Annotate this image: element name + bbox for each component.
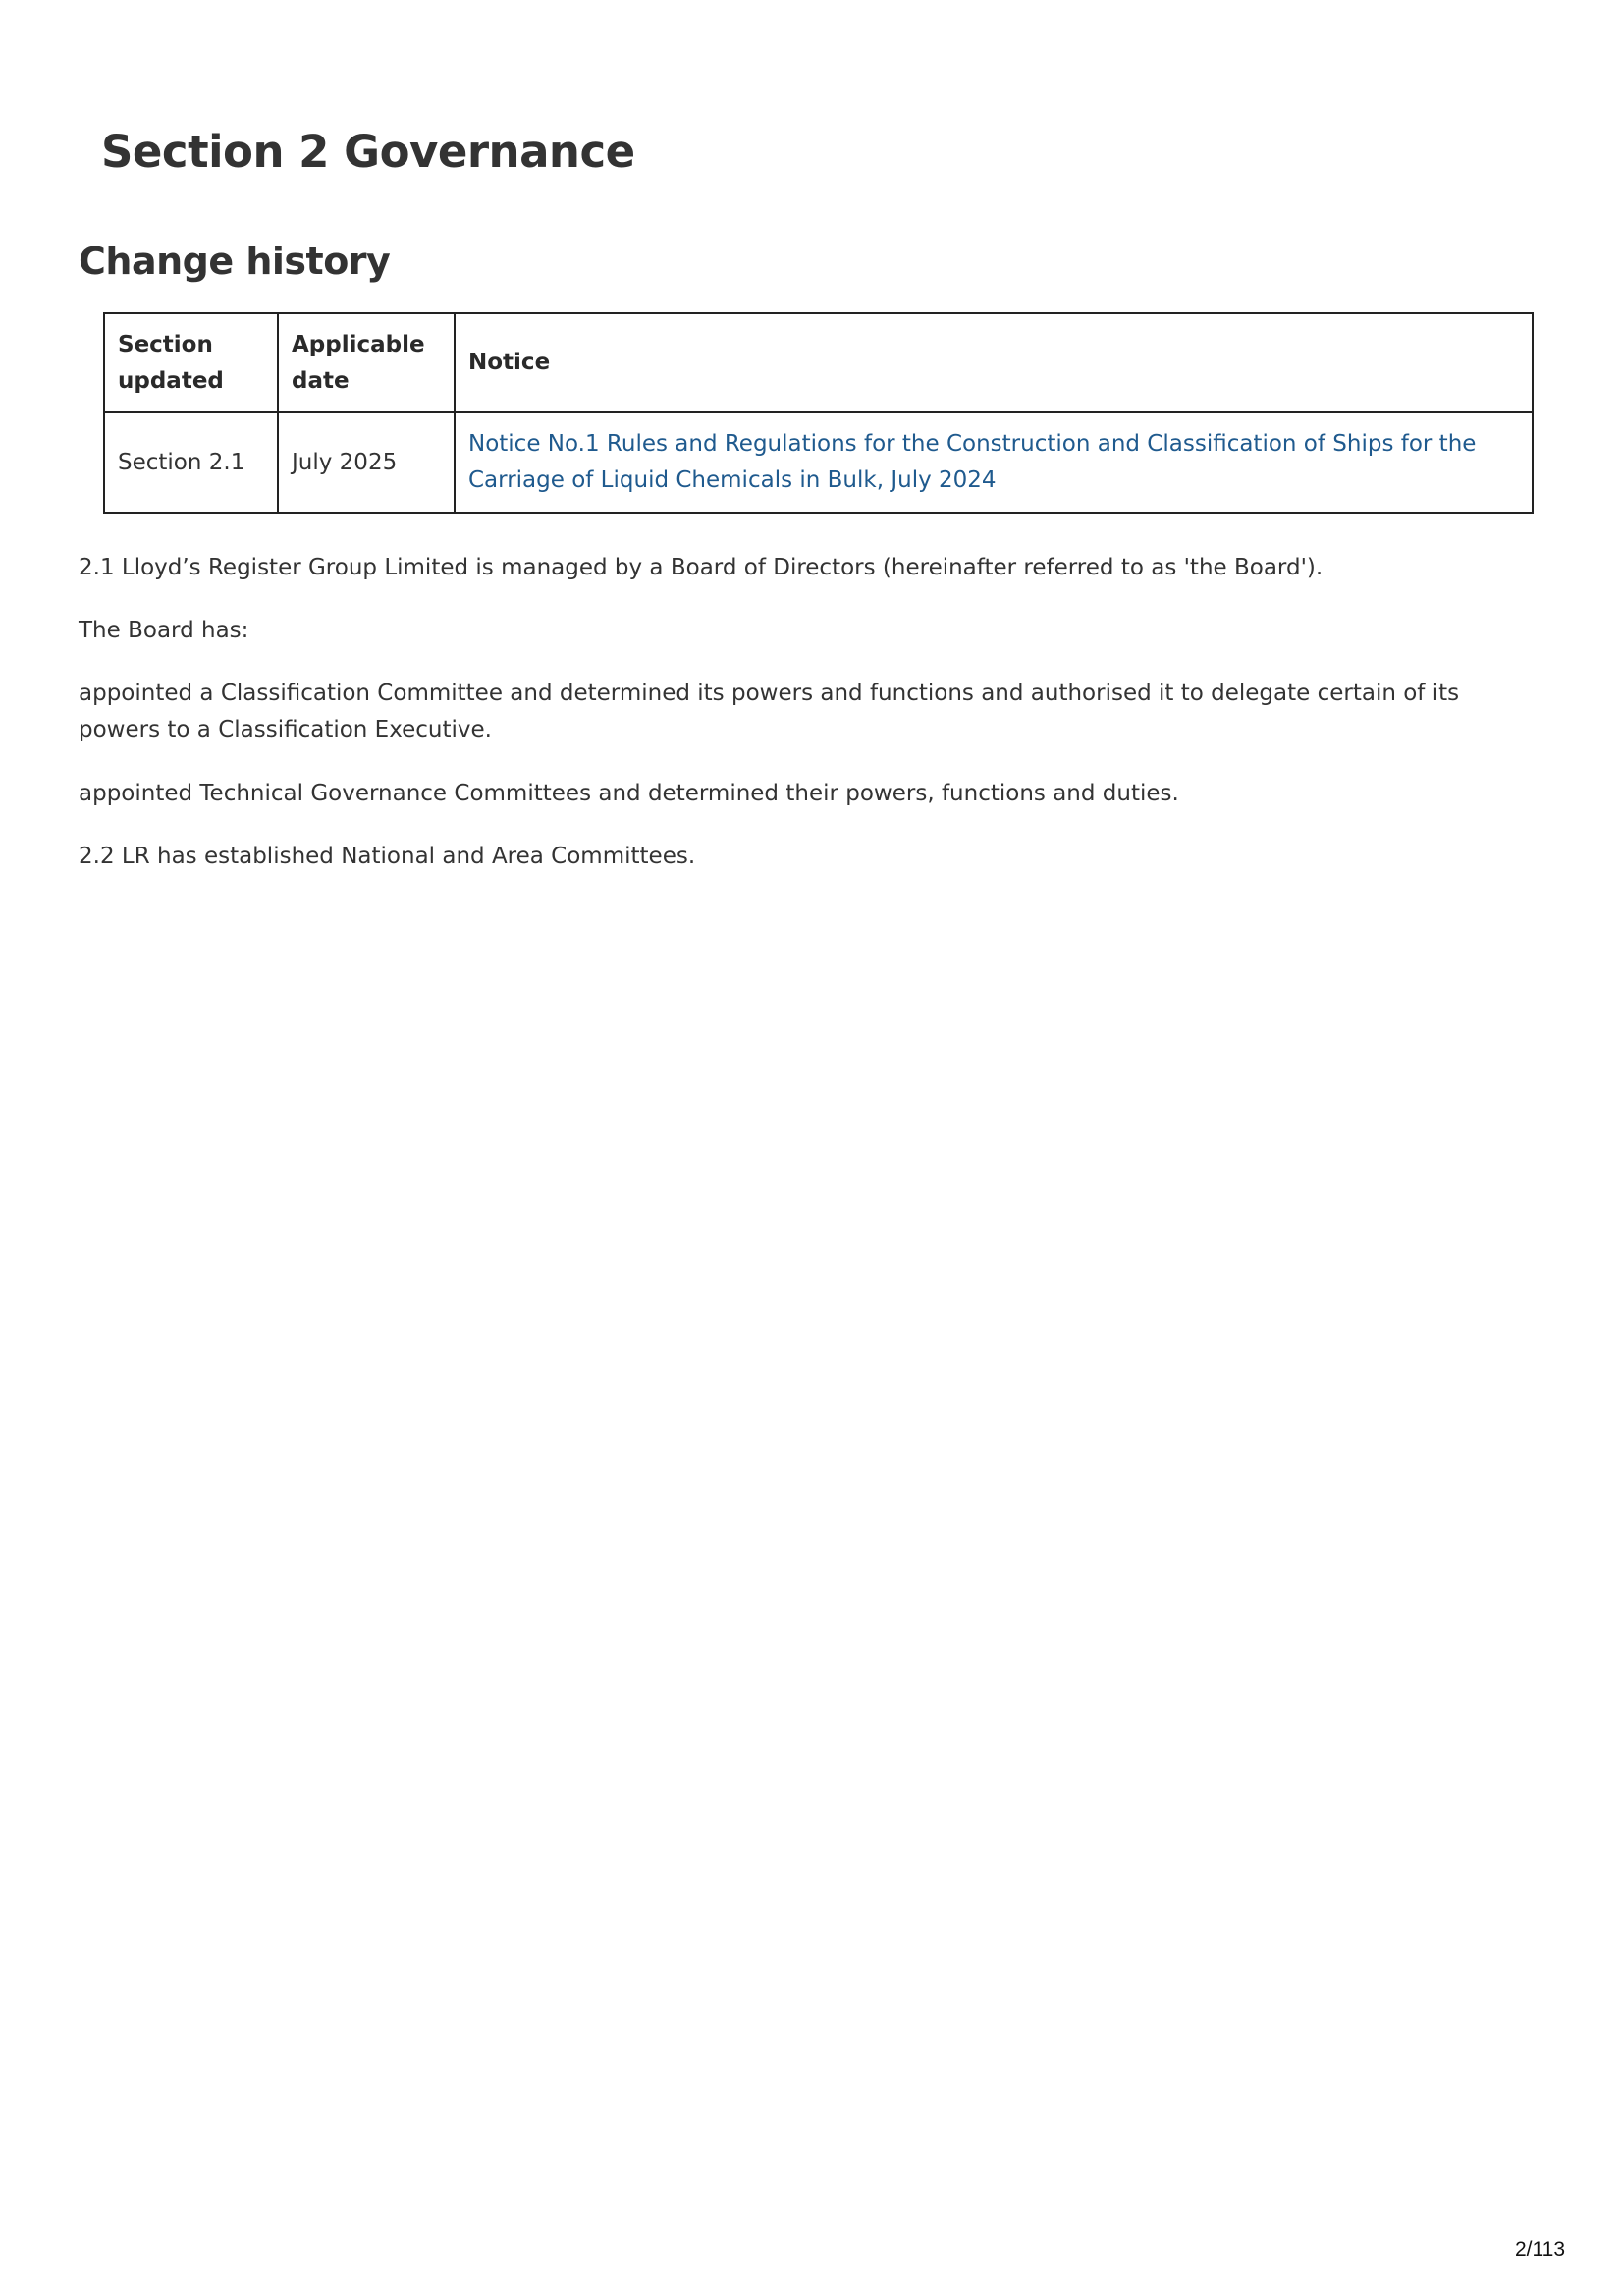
paragraph-2-1: 2.1 Lloyd’s Register Group Limited is managed by a Board of Directors (hereinafter referred to as 'the Board').: [79, 555, 1324, 580]
table-header-row: [104, 313, 1533, 412]
cell-notice: [455, 412, 1533, 513]
notice-link[interactable]: Notice No.1 Rules and Regulations for the Construction and Classification of Ships for the Carriage of Liquid Chemicals in Bulk, July 2024: [468, 431, 1477, 493]
change-history-heading: Change history: [79, 240, 391, 283]
paragraph-classification-committee: appointed a Classification Committee and determined its powers and functions and authorised it to delegate certain of its powers to a Classification Executive.: [79, 681, 1460, 742]
page-number: 2/113: [1515, 2238, 1565, 2261]
paragraph-2-2: 2.2 LR has established National and Area Committees.: [79, 844, 696, 869]
header-applicable-date: Applicable date: [278, 313, 455, 412]
header-notice: Notice: [455, 313, 1533, 412]
paragraph-technical-governance: appointed Technical Governance Committees and determined their powers, functions and duties.: [79, 781, 1179, 806]
header-section-updated: Section updated: [104, 313, 278, 412]
table-row: [104, 412, 1533, 513]
page-title: Section 2 Governance: [101, 126, 635, 178]
paragraph-board-has: The Board has:: [79, 618, 249, 643]
change-history-table: [103, 312, 1534, 514]
cell-applicable-date: July 2025: [278, 412, 455, 513]
cell-section-updated: Section 2.1: [104, 412, 278, 513]
